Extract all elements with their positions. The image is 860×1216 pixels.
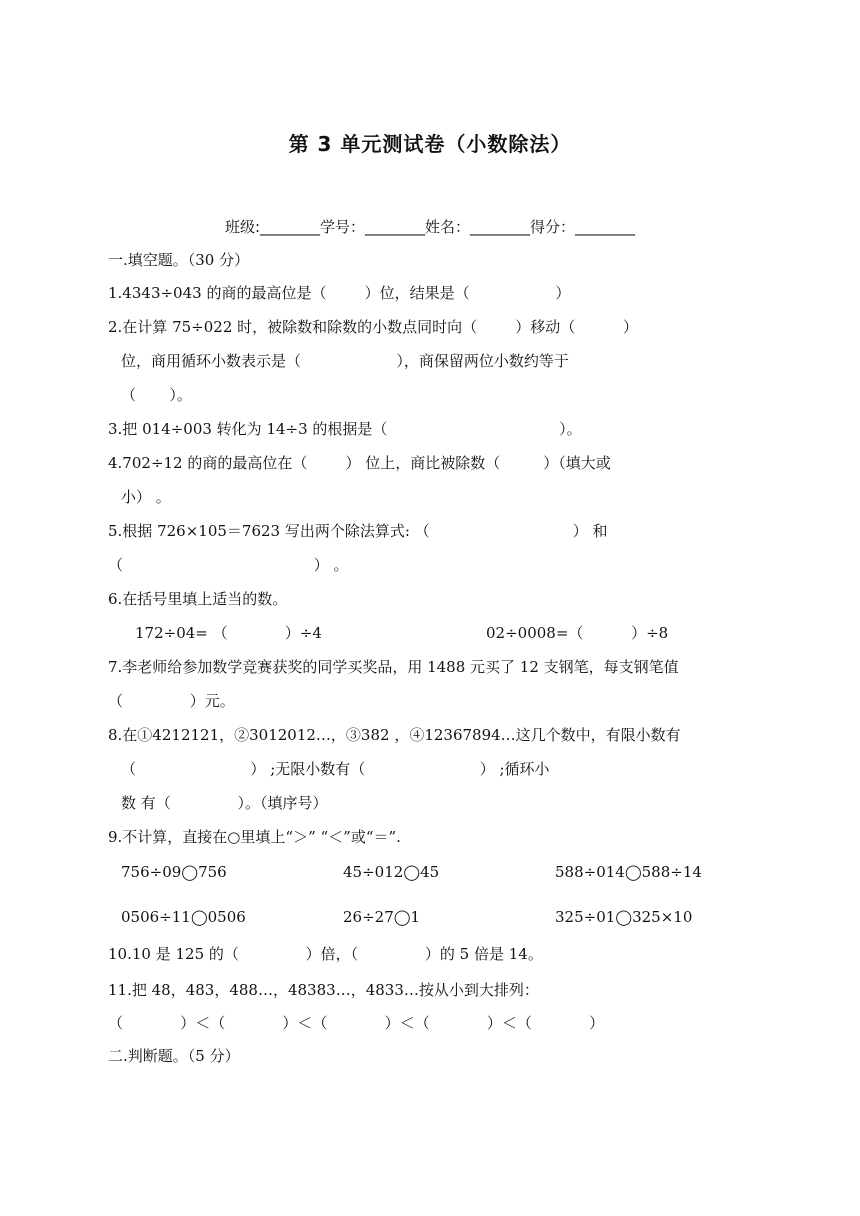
question-6-left-expr: 172÷04= （ ）÷4 [135, 624, 322, 642]
page-title: 第 3 单元测试卷（小数除法） [288, 132, 572, 156]
question-9-row-2-item-3: 325÷01◯325×10 [555, 908, 693, 926]
question-9-row-1-item-3: 588÷014◯588÷14 [555, 863, 702, 881]
question-8-line-1: 8.在①4212121，②3012012…，③382 ，④12367894…这几个数中，有限小数有 [108, 726, 681, 744]
question-2-line-3: （ ）。 [121, 386, 192, 404]
question-8-line-3: 数 有（ ）。（填序号） [121, 794, 328, 812]
question-11-line-1: 11.把 48，483，488…，48383…，4833…按从小到大排列： [108, 981, 539, 999]
question-9-line-1: 9.不计算，直接在○里填上“＞” “＜”或“＝”. [108, 828, 401, 846]
question-9-row-1-item-1: 756÷09◯756 [121, 863, 227, 881]
question-2-line-1: 2.在计算 75÷022 时，被除数和除数的小数点同时向（ ）移动（ ） [108, 318, 638, 336]
question-10: 10.10 是 125 的（ ）倍，（ ）的 5 倍是 14。 [108, 945, 543, 963]
question-9-row-1-item-2: 45÷012◯45 [343, 863, 440, 881]
question-4-line-1: 4.702÷12 的商的最高位在（ ） 位上，商比被除数（ ）（填大或 [108, 454, 611, 472]
section1-heading: 一.填空题。（30 分） [108, 251, 250, 269]
question-1: 1.4343÷043 的商的最高位是（ ）位，结果是（ ） [108, 284, 571, 302]
question-7-line-1: 7.李老师给参加数学竞赛获奖的同学买奖品，用 1488 元买了 12 支钢笔，每支钢笔值 [108, 658, 679, 676]
question-8-line-2: （ ） ;无限小数有（ ） ;循环小 [121, 760, 550, 778]
question-9-row-2-item-2: 26÷27◯1 [343, 908, 421, 926]
student-info-line: 班级:________学号：________姓名：________得分：________ [224, 218, 636, 236]
question-3: 3.把 014÷003 转化为 14÷3 的根据是（ ）。 [108, 420, 582, 438]
question-7-line-2: （ ）元。 [108, 692, 235, 710]
section2-heading: 二.判断题。（5 分） [108, 1047, 240, 1065]
question-5-line-1: 5.根据 726×105＝7623 写出两个除法算式: （ ） 和 [108, 522, 608, 540]
question-4-line-2: 小） 。 [121, 488, 171, 506]
question-9-row-2-item-1: 0506÷11◯0506 [121, 908, 246, 926]
question-5-line-2: （ ） 。 [108, 556, 349, 574]
question-11-line-2: （ ）＜（ ）＜（ ）＜（ ）＜（ ） [108, 1014, 605, 1032]
question-6-line-1: 6.在括号里填上适当的数。 [108, 590, 288, 608]
question-2-line-2: 位，商用循环小数表示是（ ），商保留两位小数约等于 [121, 352, 569, 370]
question-6-right-expr: 02÷0008=（ ）÷8 [486, 624, 669, 642]
